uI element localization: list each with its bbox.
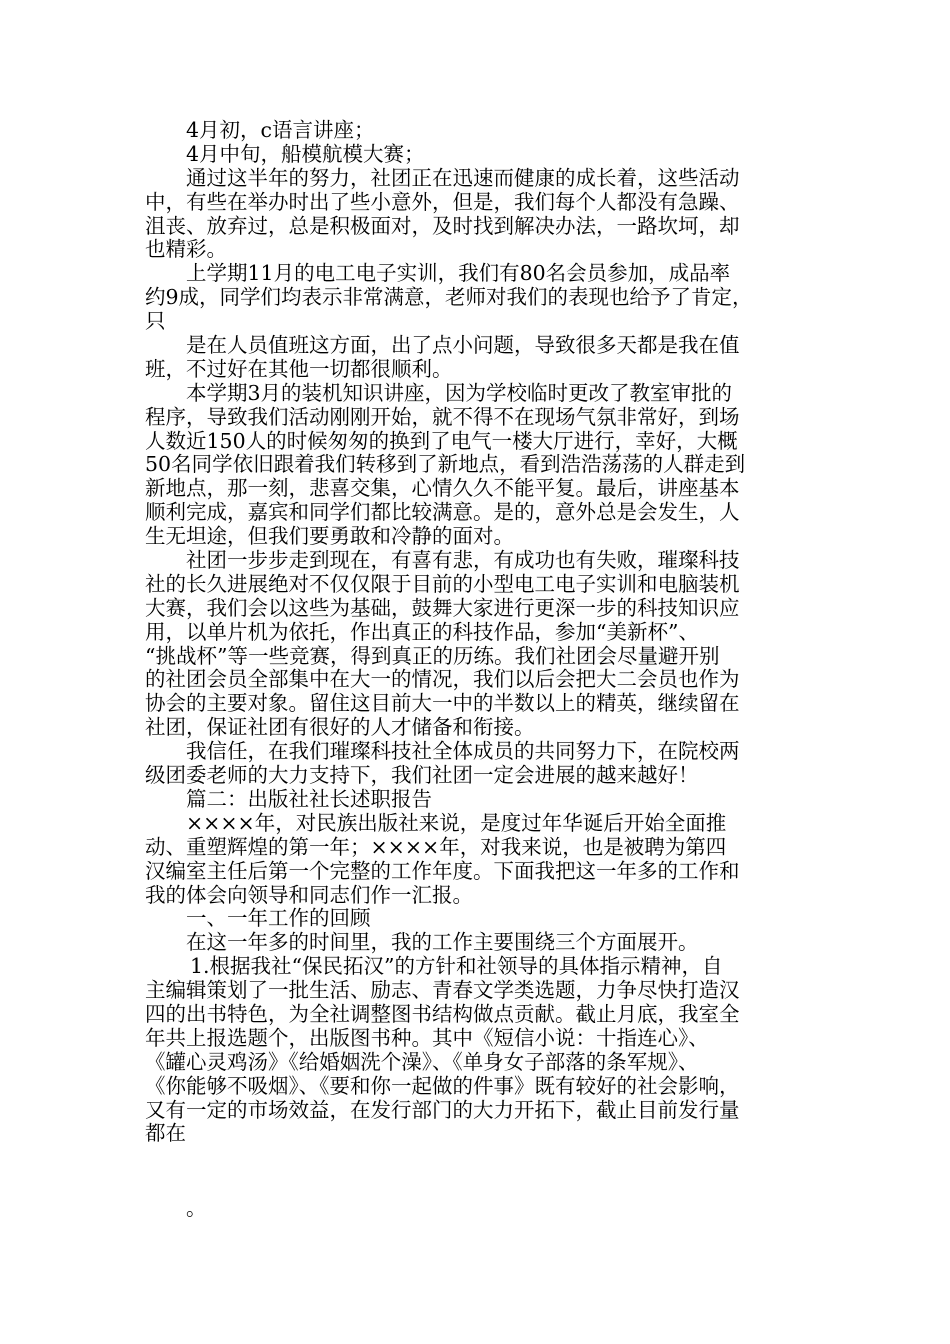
document-body	[145, 119, 821, 1146]
text-line: 我的体会向领导和同志们作一汇报。	[145, 883, 473, 907]
text-line: 只	[145, 310, 166, 334]
text-line: 四的出书特色，为全社调整图书结构做点贡献。截止月底，我室全	[145, 1002, 740, 1026]
text-line: 是在人员值班这方面，出了点小问题，导致很多天都是我在值	[186, 334, 740, 358]
text-line: 协会的主要对象。留住这目前大一中的半数以上的精英，继续留在	[145, 692, 740, 716]
text-line: 50名同学依旧跟着我们转移到了新地点，看到浩浩荡荡的人群走到	[145, 453, 746, 477]
text-line: 大赛，我们会以这些为基础，鼓舞大家进行更深一步的科技知识应	[145, 596, 740, 620]
text-line: 人数近150人的时候匆匆的换到了电气一楼大厅进行，幸好，大概	[145, 429, 738, 453]
text-line: 主编辑策划了一批生活、励志、青春文学类选题，力争尽快打造汉	[145, 979, 740, 1003]
text-line: “挑战杯”等一些竞赛，得到真正的历练。我们社团会尽量避开别	[145, 644, 720, 668]
text-line: 我信任，在我们璀璨科技社全体成员的共同努力下，在院校两	[186, 740, 740, 764]
text-line: 社团，保证社团有很好的人才储备和衔接。	[145, 716, 535, 740]
text-line: 《你能够不吸烟》、《要和你一起做的件事》既有较好的社会影响，	[145, 1074, 740, 1098]
text-line: ××××年，对民族出版社来说，是度过年华诞后开始全面推	[186, 811, 727, 835]
text-line: 中，有些在举办时出了些小意外，但是，我们每个人都没有急躁、	[145, 190, 740, 214]
text-line: 又有一定的市场效益，在发行部门的大力开拓下，截止目前发行量	[145, 1098, 740, 1122]
text-line: 在这一年多的时间里，我的工作主要围绕三个方面展开。	[186, 931, 699, 955]
text-line: 4月中旬，船模航模大赛；	[186, 142, 425, 166]
text-line: 班，不过好在其他一切都很顺利。	[145, 357, 453, 381]
trailing-mark: 。	[186, 1196, 207, 1220]
text-line: 篇二：出版社社长述职报告	[186, 787, 432, 811]
text-line: 约9成，同学们均表示非常满意，老师对我们的表现也给予了肯定，	[145, 286, 753, 310]
text-line: 程序，导致我们活动刚刚开始，就不得不在现场气氛非常好，到场	[145, 405, 740, 429]
text-line: 社团一步步走到现在，有喜有悲，有成功也有失败，璀璨科技	[186, 549, 740, 573]
text-line: 1.根据我社“保民拓汉”的方针和社领导的具体指示精神，自	[190, 955, 723, 979]
text-line: 生无坦途，但我们要勇敢和冷静的面对。	[145, 525, 514, 549]
text-line: 本学期3月的装机知识讲座，因为学校临时更改了教室审批的	[186, 381, 733, 405]
text-line: 汉编室主任后第一个完整的工作年度。下面我把这一年多的工作和	[145, 859, 740, 883]
text-line: 都在	[145, 1122, 186, 1146]
text-line: 《罐心灵鸡汤》《给婚姻洗个澡》、《单身女子部落的条军规》、	[145, 1050, 699, 1074]
text-line: 动、重塑辉煌的第一年；××××年，对我来说，也是被聘为第四	[145, 835, 727, 859]
text-line: 一、一年工作的回顾	[186, 907, 371, 931]
text-line: 级团委老师的大力支持下，我们社团一定会进展的越来越好！	[145, 764, 699, 788]
text-line: 也精彩。	[145, 238, 227, 262]
text-line: 通过这半年的努力，社团正在迅速而健康的成长着，这些活动	[186, 166, 740, 190]
text-line: 上学期11月的电工电子实训，我们有80名会员参加，成品率	[186, 262, 731, 286]
text-line: 社的长久进展绝对不仅仅限于目前的小型电工电子实训和电脑装机	[145, 572, 740, 596]
text-line: 4月初，c语言讲座；	[186, 119, 375, 142]
text-line: 新地点，那一刻，悲喜交集，心情久久不能平复。最后，讲座基本	[145, 477, 740, 501]
text-line: 的社团会员全部集中在大一的情况，我们以后会把大二会员也作为	[145, 668, 740, 692]
text-line: 沮丧、放弃过，总是积极面对，及时找到解决办法，一路坎坷，却	[145, 214, 740, 238]
text-line: 用，以单片机为依托，作出真正的科技作品，参加“美新杯”、	[145, 620, 699, 644]
text-line: 顺利完成，嘉宾和同学们都比较满意。是的，意外总是会发生，人	[145, 501, 740, 525]
text-line: 年共上报选题个，出版图书种。其中《短信小说：十指连心》、	[145, 1026, 709, 1050]
